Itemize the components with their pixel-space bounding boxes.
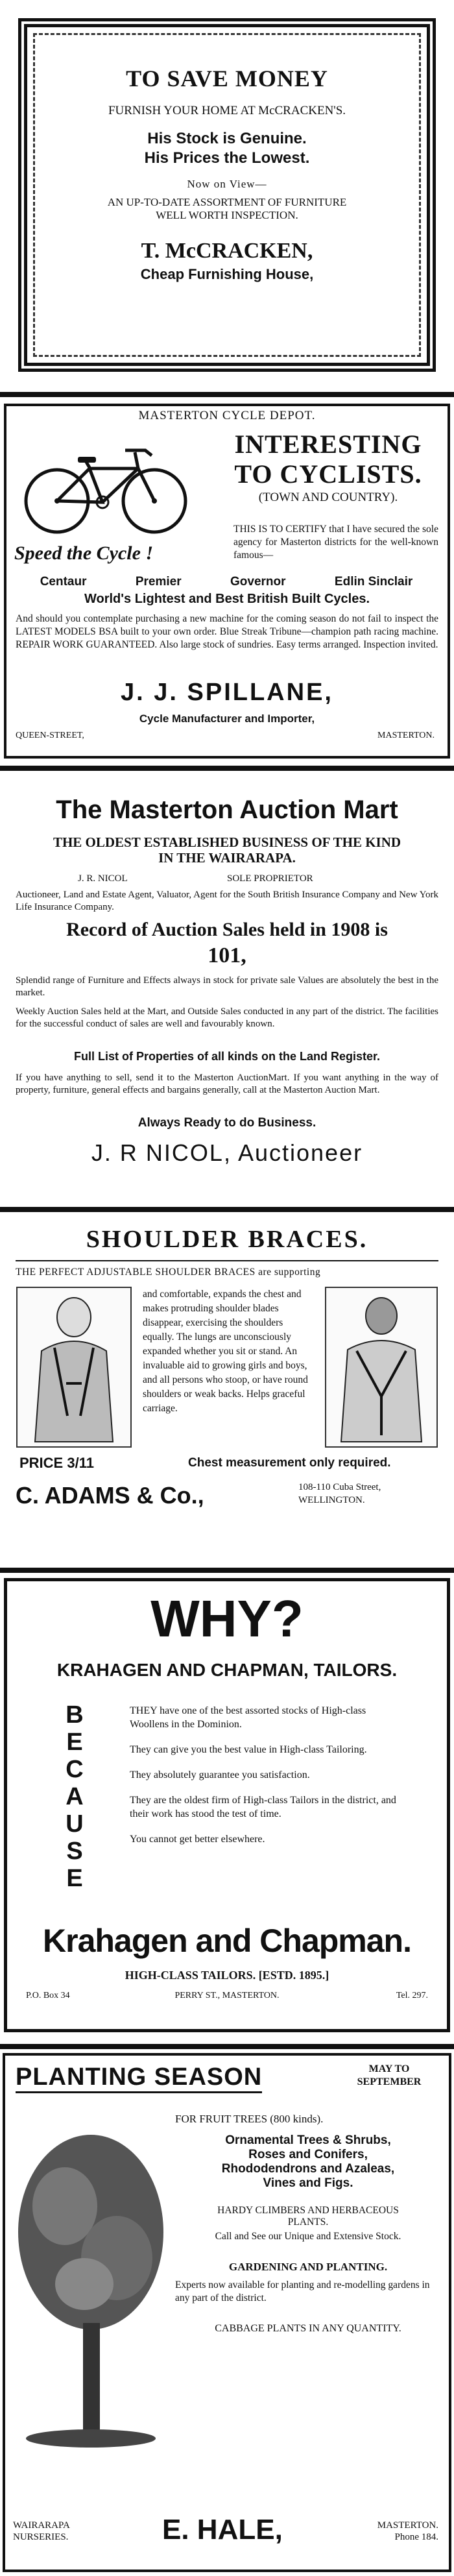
braces-body: and comfortable, expands the chest and makes protruding shoulder blades disappear, exercising the shoulders equally. The lungs are unconsciously expanded whether you sit or stand. An invaluable aid to growing girls and boys, and all persons who stoop, or have round shoulders or weak backs. Helps graceful carriage. [143,1289,308,1414]
spillane-cycle-advert [0,398,454,763]
period-start: MAY TO [368,2063,410,2074]
bicycle-illustration [18,430,193,540]
worlds-lightest: World's Lightest and Best British Built Cycles. [84,592,370,606]
title-rule [16,1260,438,1261]
proprietor-name: J. J. SPILLANE, [121,679,333,706]
roses-conifers: Roses and Conifers, [248,2148,368,2161]
reason-5: You cannot get better elsewhere. [130,1834,265,1845]
figure-front-illustration [16,1286,132,1448]
letter-e2: E [66,1865,83,1892]
auction-title: The Masterton Auction Mart [56,796,398,824]
krahagen-chapman-advert [0,1574,454,2041]
figure-back-illustration [324,1286,438,1448]
hardy-climbers: HARDY CLIMBERS AND HERBACEOUS [217,2205,399,2216]
speed-the-cycle: Speed the Cycle ! [14,542,154,564]
town: MASTERTON. [377,731,435,740]
body-text: And should you contemplate purchasing a new machine for the coming season do not fail to inspect the LATEST MODELS BSA built to your own order. Blue Streak Tribune—champion path racing machine. REPAIR WORK GUARANTEED. Also large stock of sundries. Easy terms arranged. Inspection invited. [16,613,438,650]
letter-e: E [66,1729,83,1756]
firm-name: C. ADAMS & Co., [16,1482,204,1509]
reason-2: They can give you the best value in High-class Tailoring. [130,1744,367,1755]
prices-line: His Prices the Lowest. [144,149,310,167]
assortment-line: AN UP-TO-DATE ASSORTMENT OF FURNITURE [107,196,347,208]
planting-season-advert [0,2050,454,2576]
proprietor-title: Cycle Manufacturer and Importer, [139,712,315,725]
tagline: Cheap Furnishing House, [140,266,314,282]
merchant-name: T. McCRACKEN, [141,239,313,263]
oldest-business: THE OLDEST ESTABLISHED BUSINESS OF THE KIND [53,834,401,850]
telephone: Tel. 297. [396,1991,428,2000]
sell-text: If you have anything to sell, send it to the Masterton AuctionMart. If you want anything in the way of property, furniture, general effects and bargains generally, call at the Masterton Auction Mart. [16,1073,438,1095]
tree-illustration [13,2128,169,2453]
record-line: Record of Auction Sales held in 1908 is [66,919,388,940]
experts-text: Experts now available for planting and re-modelling gardens in any part of the district. [175,2279,430,2303]
nursery-name-2: NURSERIES. [13,2532,69,2542]
street-address: PERRY ST., MASTERTON. [174,1991,280,2000]
headline: TO SAVE MONEY [126,66,328,91]
vines-figs: Vines and Figs. [263,2176,353,2190]
furnish-line: FURNISH YOUR HOME AT McCRACKEN'S. [108,104,346,117]
divider [0,1568,454,1573]
shoulder-braces-advert [0,1213,454,1564]
interesting-heading: INTERESTING [234,430,422,459]
brand-edlin: Edlin Sinclair [334,575,413,589]
mccracken-advert [0,0,454,389]
town: MASTERTON. [377,2520,438,2531]
weekly-text: Weekly Auction Sales held at the Mart, and Outside Sales conducted in any part of the district. The facilities for the successful conduct of sales are well and favourably known. [16,1006,438,1029]
address-street: 108-110 Cuba Street, [298,1482,381,1492]
why-heading: WHY? [150,1590,304,1647]
fruit-trees: FOR FRUIT TREES (800 kinds). [175,2113,324,2125]
ornamental-trees: Ornamental Trees & Shrubs, [225,2133,391,2147]
certify-text: THIS IS TO CERTIFY that I have secured the sole agency for Masterton districts for the well-known famous— [233,524,438,561]
period-end: SEPTEMBER [357,2076,422,2087]
owner-role: SOLE PROPRIETOR [227,873,313,884]
tailors-heading: KRAHAGEN AND CHAPMAN, TAILORS. [56,1660,398,1680]
price: PRICE 3/11 [19,1455,94,1471]
street: QUEEN-STREET, [16,731,84,740]
depot-title: MASTERTON CYCLE DEPOT. [138,409,316,422]
planting-title: PLANTING SEASON [16,2063,262,2093]
firm-name: Krahagen and Chapman. [43,1923,411,1959]
record-count: 101, [208,943,246,967]
chest-measurement: Chest measurement only required. [188,1456,391,1470]
call-and-see: Call and See our Unique and Extensive Stock. [215,2231,401,2242]
stock-line: His Stock is Genuine. [147,130,307,147]
phone: Phone 184. [394,2532,438,2542]
property-list: Full List of Properties of all kinds on the Land Register. [73,1050,381,1063]
owner-name: J. R. NICOL [78,873,128,884]
braces-title: SHOULDER BRACES. [86,1226,368,1253]
reason-4: They are the oldest firm of High-class Tailors in the district, and their work has stood the test of time. [130,1795,396,1819]
auctioneer-signature: J. R NICOL, Auctioneer [91,1139,363,1166]
brand-premier: Premier [135,575,182,589]
gardening-heading: GARDENING AND PLANTING. [228,2261,388,2273]
letter-b: B [66,1701,84,1729]
ready-line: Always Ready to do Business. [137,1116,317,1130]
divider [0,1207,454,1212]
braces-lead: THE PERFECT ADJUSTABLE SHOULDER BRACES are supporting [16,1267,321,1278]
divider [0,766,454,771]
auction-mart-advert [0,772,454,1226]
now-on-view: Now on View— [187,178,267,190]
reason-3: They absolutely guarantee you satisfaction. [130,1769,310,1780]
proprietor-name: E. HALE, [162,2514,283,2546]
reason-1: THEY have one of the best assorted stocks of High-class Woollens in the Dominion. [130,1705,366,1730]
po-box: P.O. Box 34 [26,1991,70,2000]
agents-text: Auctioneer, Land and Estate Agent, Valuator, Agent for the South British Insurance Company and New York Life Insurance Company. [16,890,438,912]
brand-centaur: Centaur [40,575,87,589]
divider [0,392,454,397]
in-wairarapa: IN THE WAIRARAPA. [158,850,296,866]
splendid-text: Splendid range of Furniture and Effects always in stock for private sale Values are absolutely the best in the market. [16,975,438,998]
high-class-tailors: HIGH-CLASS TAILORS. [ESTD. 1895.] [125,1969,329,1982]
brand-governor: Governor [230,575,286,589]
cabbage-plants: CABBAGE PLANTS IN ANY QUANTITY. [215,2323,401,2334]
town-country: (TOWN AND COUNTRY). [258,491,398,504]
address-city: WELLINGTON. [298,1495,365,1505]
letter-u: U [66,1810,84,1838]
letter-c: C [66,1756,84,1783]
divider [0,2044,454,2049]
nursery-name-1: WAIRARAPA [13,2520,70,2531]
letter-s: S [66,1838,83,1865]
rhododendrons: Rhododendrons and Azaleas, [221,2162,395,2176]
to-cyclists-heading: TO CYCLISTS. [234,459,422,489]
because-vertical [58,1701,91,1892]
letter-a: A [66,1783,84,1810]
inspection-line: WELL WORTH INSPECTION. [156,209,298,221]
reasons-list [130,1704,402,1846]
brand-list [16,575,437,589]
hardy-plants: PLANTS. [287,2217,329,2228]
